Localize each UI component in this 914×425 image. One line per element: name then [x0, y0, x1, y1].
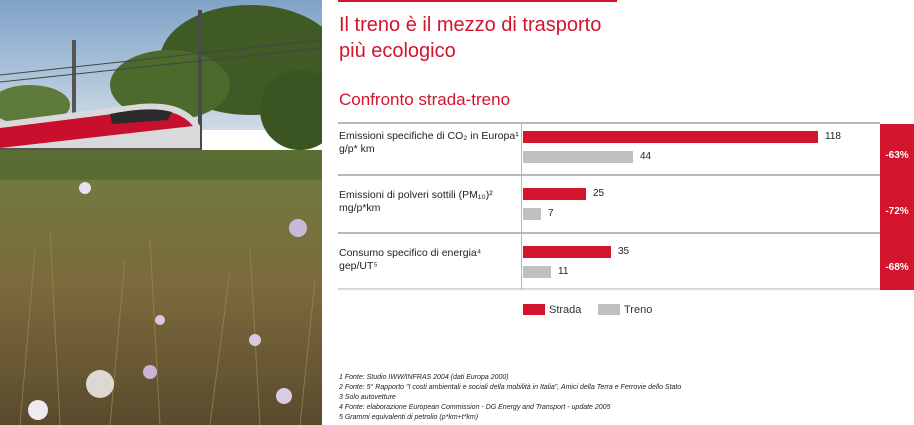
bar-strada-pm10: [523, 188, 586, 200]
legend-swatch-strada: [523, 304, 545, 315]
bar-treno-co2: [523, 151, 633, 163]
chart-bottom-shadow: [338, 288, 898, 291]
footnote: 1 Fonte: Studio IWW/INFRAS 2004 (dati Europa 2000): [339, 374, 509, 381]
value-label-strada-energy: 35: [618, 246, 630, 257]
row-divider: [338, 174, 880, 176]
footnote: 3 Solo autovetture: [339, 394, 396, 401]
top-rule: [338, 0, 617, 2]
legend-swatch-treno: [598, 304, 620, 315]
category-name: Emissioni specifiche di CO₂ in Europa¹: [339, 130, 519, 142]
value-label-treno-co2: 44: [640, 151, 652, 162]
bar-strada-co2: [523, 131, 818, 143]
row-divider: [338, 232, 880, 234]
category-name: Emissioni di polveri sottili (PM₁₀)²: [339, 189, 493, 201]
category-label-energy: [339, 247, 481, 273]
page-title-line1: Il treno è il mezzo di trasporto: [339, 14, 602, 36]
category-name: Consumo specifico di energia⁴: [339, 247, 482, 259]
footnotes: [339, 373, 681, 423]
bar-strada-energy: [523, 246, 611, 258]
category-label-co2: [339, 130, 519, 156]
bar-treno-pm10: [523, 208, 541, 220]
page-title-line2: più ecologico: [339, 40, 456, 62]
value-label-strada-co2: 118: [825, 131, 841, 142]
value-axis: [521, 122, 522, 290]
chart-title: Confronto strada-treno: [339, 90, 511, 109]
value-label-treno-energy: 11: [558, 266, 569, 277]
reduction-co2: -63%: [885, 150, 909, 161]
category-unit: g/p* km: [339, 143, 375, 155]
bar-treno-energy: [523, 266, 551, 278]
legend-label-strada: Strada: [549, 304, 582, 316]
reduction-energy: -68%: [885, 262, 909, 273]
chart-top-divider: [338, 122, 880, 124]
category-unit: gep/UT⁵: [339, 260, 378, 272]
legend-label-treno: Treno: [624, 304, 653, 316]
footnote: 2 Fonte: 5° Rapporto "I costi ambientali e sociali della mobilità in Italia", Amici della Terra e Ferrovie dello Stato: [339, 384, 682, 391]
category-unit: mg/p*km: [339, 202, 381, 214]
value-label-treno-pm10: 7: [548, 208, 554, 219]
train-photo: [0, 0, 322, 425]
footnote: 5 Grammi equivalenti di petrolio (p*km+t*km): [339, 414, 479, 421]
reduction-pm10: -72%: [885, 206, 909, 217]
value-label-strada-pm10: 25: [593, 188, 605, 199]
footnote: 4 Fonte: elaborazione European Commission - DG Energy and Transport - update 2005: [339, 404, 611, 411]
category-label-pm10: [339, 189, 493, 215]
